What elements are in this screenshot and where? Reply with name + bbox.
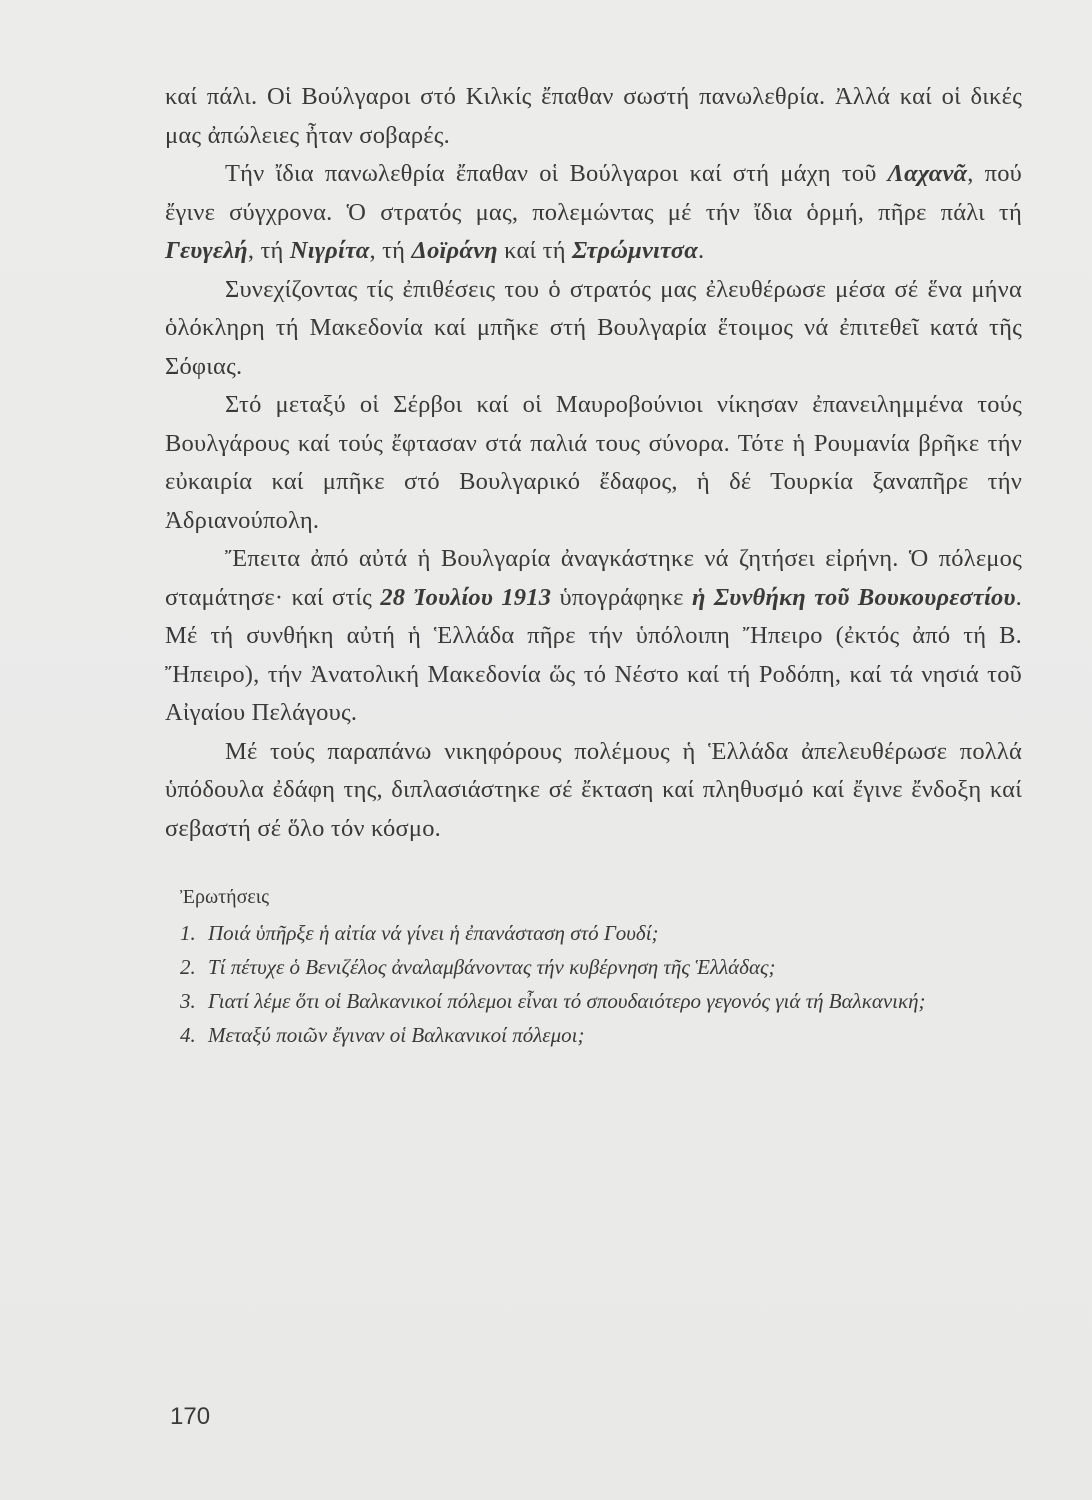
question-text: Τί πέτυχε ὁ Βενιζέλος ἀναλαμβάνοντας τήν κυβέρνηση τῆς Ἑλλάδας; xyxy=(208,955,776,979)
text-segment: . xyxy=(697,237,705,264)
place-name-lachanas: Λαχανᾶ xyxy=(887,160,968,187)
text-segment: καί τή xyxy=(497,237,573,264)
question-item xyxy=(180,916,1000,950)
treaty-date: 28 Ἰουλίου 1913 xyxy=(380,583,552,611)
treaty-name: ἡ Συνθήκη τοῦ Βουκουρεστίου xyxy=(691,583,1016,611)
question-number: 4. xyxy=(180,1023,196,1047)
paragraph-2 xyxy=(165,155,1022,271)
question-number: 2. xyxy=(180,955,196,979)
text-segment: καί πάλι. Οἱ Βούλγαροι στό Κιλκίς ἔπαθαν σωστή πανωλεθρία. Ἀλλά καί οἱ δικές μας ἀπώλειες ἦταν σοβαρές. xyxy=(165,83,1022,149)
text-segment: , τή xyxy=(247,237,290,264)
text-segment: ὑπογράφηκε xyxy=(551,583,692,611)
place-name-nigrita: Νιγρίτα xyxy=(289,237,370,264)
text-segment: Μέ τούς παραπάνω νικηφόρους πολέμους ἡ Ἑλλάδα ἀπελευθέρωσε πολλά ὑπόδουλα ἐδάφη της, διπλασιάστηκε σέ ἔκταση καί πληθυσμό καί ἔγινε ἔνδοξη καί σεβαστή σέ ὅλο τόν κόσμο. xyxy=(165,737,1022,842)
paragraph-3 xyxy=(165,271,1022,387)
place-name-doirani: Δοϊράνη xyxy=(411,237,498,264)
questions-section xyxy=(180,880,1000,1052)
questions-list xyxy=(180,916,1000,1052)
question-item xyxy=(180,1018,1000,1052)
paragraph-6 xyxy=(165,733,1022,849)
text-segment: , πού ἔγινε σύγχρονα. Ὁ στρατός μας, πολεμώντας μέ τήν ἴδια ὁρμή, πῆρε πάλι τή xyxy=(165,160,1022,226)
paragraph-1 xyxy=(165,78,1022,155)
question-number: 1. xyxy=(180,921,196,945)
place-name-strumica: Στρώμνιτσα xyxy=(572,237,698,264)
question-number: 3. xyxy=(180,989,196,1013)
text-segment: Στό μεταξύ οἱ Σέρβοι καί οἱ Μαυροβούνιοι νίκησαν ἐπανειλημμένα τούς Βουλγάρους καί τούς ἔφτασαν στά παλιά τους σύνορα. Τότε ἡ Ρουμανία βρῆκε τήν εὐκαιρία καί μπῆκε στό Βουλγαρικό ἔδαφος, ἡ δέ Τουρκία ξαναπῆρε τήν Ἀδριανούπολη. xyxy=(165,391,1022,534)
main-text xyxy=(165,78,1022,848)
question-text: Γιατί λέμε ὅτι οἱ Βαλκανικοί πόλεμοι εἶναι τό σπουδαιότερο γεγονός γιά τή Βαλκανική; xyxy=(208,989,926,1013)
text-segment: Συνεχίζοντας τίς ἐπιθέσεις του ὁ στρατός μας ἐλευθέρωσε μέσα σέ ἕνα μήνα ὁλόκληρη τή Μακεδονία καί μπῆκε στή Βουλγαρία ἕτοιμος νά ἐπιτεθεῖ κατά τῆς Σόφιας. xyxy=(165,275,1022,380)
page-number: 170 xyxy=(170,1403,211,1430)
questions-title: Ἐρωτήσεις xyxy=(180,886,270,908)
paragraph-5 xyxy=(165,540,1022,733)
text-segment: Τήν ἴδια πανωλεθρία ἔπαθαν οἱ Βούλγαροι καί στή μάχη τοῦ xyxy=(225,160,888,187)
question-item xyxy=(180,984,1000,1018)
question-text: Μεταξύ ποιῶν ἔγιναν οἱ Βαλκανικοί πόλεμοι; xyxy=(208,1023,585,1047)
question-item xyxy=(180,950,1000,984)
text-segment: Ἔπειτα ἀπό αὐτά ἡ Βουλγαρία ἀναγκάστηκε νά ζητήσει εἰρήνη. Ὁ πόλεμος σταμάτησε· καί στίς xyxy=(165,545,1022,611)
text-segment: . Μέ τή συνθήκη αὐτή ἡ Ἑλλάδα πῆρε τήν ὑπόλοιπη Ἤπειρο (ἐκτός ἀπό τή Β. Ἤπειρο), τήν Ἀνατολική Μακεδονία ὥς τό Νέστο καί τή Ροδόπη, καί τά νησιά τοῦ Αἰγαίου Πελάγους. xyxy=(165,583,1022,726)
place-name-gevgeli: Γευγελή xyxy=(165,237,248,264)
paragraph-4 xyxy=(165,386,1022,540)
text-segment: , τή xyxy=(369,237,412,264)
question-text: Ποιά ὑπῆρξε ἡ αἰτία νά γίνει ἡ ἐπανάσταση στό Γουδί; xyxy=(208,921,659,945)
